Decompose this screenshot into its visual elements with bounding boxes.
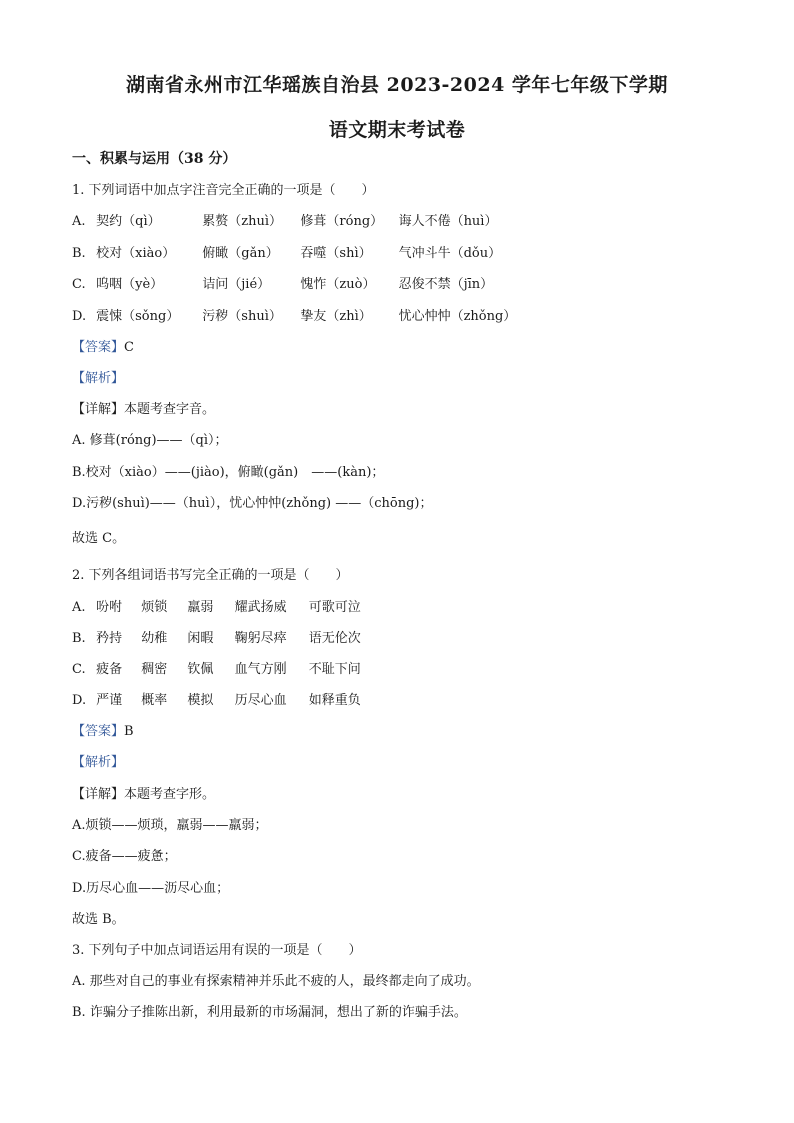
option-item: 矜持 — [96, 631, 123, 646]
question-1-option-b — [72, 246, 501, 262]
option-item: 吞噬（shì） — [300, 246, 372, 261]
option-item: 概率 — [141, 693, 168, 708]
option-item: 校对（xiào） — [96, 246, 176, 261]
option-item: 忧心忡忡（zhǒng） — [398, 309, 517, 324]
question-1-conclusion: 故选 C。 — [72, 531, 126, 546]
option-label: C. — [72, 662, 86, 677]
detail-text: 本题考查字形。 — [124, 787, 216, 802]
question-1-option-c — [72, 277, 493, 293]
answer-tag: 【答案】 — [72, 724, 125, 739]
option-item: 契约（qì） — [96, 214, 161, 229]
option-label: B. — [72, 246, 86, 261]
question-1-answer — [72, 340, 134, 356]
question-3-stem: 3. 下列句子中加点词语运用有误的一项是（ ） — [72, 943, 362, 958]
option-label: C. — [72, 277, 86, 292]
question-1-detail — [72, 402, 215, 418]
answer-tag: 【答案】 — [72, 340, 125, 355]
question-1-analysis — [72, 371, 124, 387]
option-label: A. — [72, 214, 86, 229]
question-1-explanation-line: A. 修葺(róng)——（qì）； — [72, 433, 228, 448]
question-1-explanation-line: B.校对（xiào）——(jiào)，俯瞰(gǎn) ——(kàn)； — [72, 465, 385, 480]
option-item: 累赘（zhuì） — [202, 214, 283, 229]
option-item: 幼稚 — [141, 631, 168, 646]
question-2-detail — [72, 787, 215, 803]
option-item: 忍俊不禁（jīn） — [398, 277, 494, 292]
option-item: 气冲斗牛（dǒu） — [398, 246, 502, 261]
option-item: 闲暇 — [187, 631, 214, 646]
document-subtitle: 语文期末考试卷 — [328, 119, 466, 141]
option-item: 稠密 — [141, 662, 168, 677]
option-label: B. — [72, 631, 86, 646]
question-2-option-a — [72, 600, 361, 616]
answer-value: B — [124, 724, 134, 739]
question-2-answer — [72, 724, 134, 740]
question-1-option-a — [72, 214, 497, 230]
document-title: 湖南省永州市江华瑶族自治县 2023-2024 学年七年级下学期 — [126, 74, 668, 96]
option-item: 诲人不倦（huì） — [398, 214, 498, 229]
option-item: 疲备 — [96, 662, 123, 677]
analysis-tag: 【解析】 — [72, 371, 125, 386]
question-2-stem: 2. 下列各组词语书写完全正确的一项是（ ） — [72, 568, 349, 583]
option-item: 语无伦次 — [308, 631, 361, 646]
question-3-option-b: B. 诈骗分子推陈出新，利用最新的市场漏洞，想出了新的诈骗手法。 — [72, 1005, 467, 1020]
option-item: 挚友（zhì） — [300, 309, 372, 324]
option-item: 鞠躬尽瘁 — [234, 631, 287, 646]
option-item: 可歌可泣 — [308, 600, 361, 615]
option-item: 严谨 — [96, 693, 123, 708]
question-2-option-c — [72, 662, 361, 678]
option-item: 模拟 — [187, 693, 214, 708]
question-2-conclusion: 故选 B。 — [72, 912, 125, 927]
option-item: 愧怍（zuò） — [300, 277, 376, 292]
question-2-option-b — [72, 631, 361, 647]
option-item: 污秽（shuì） — [202, 309, 282, 324]
option-item: 俯瞰（gǎn） — [202, 246, 279, 261]
option-item: 吩咐 — [96, 600, 123, 615]
option-item: 钦佩 — [187, 662, 214, 677]
option-label: D. — [72, 693, 87, 708]
option-item: 血气方刚 — [234, 662, 287, 677]
question-1-option-d — [72, 309, 516, 325]
option-item: 如释重负 — [308, 693, 361, 708]
option-item: 羸弱 — [187, 600, 214, 615]
question-2-analysis — [72, 755, 124, 771]
detail-tag: 【详解】 — [72, 787, 125, 802]
option-label: D. — [72, 309, 87, 324]
question-1-explanation-line: D.污秽(shuì)——（huì），忧心忡忡(zhǒng) ——（chōng)； — [72, 496, 433, 511]
option-item: 修葺（róng） — [300, 214, 384, 229]
question-2-explanation-line: D.历尽心血——沥尽心血； — [72, 881, 230, 896]
answer-value: C — [124, 340, 134, 355]
question-2-explanation-line: C.疲备——疲惫； — [72, 849, 177, 864]
question-1-stem: 1. 下列词语中加点字注音完全正确的一项是（ ） — [72, 183, 375, 198]
option-item: 历尽心血 — [234, 693, 287, 708]
detail-text: 本题考查字音。 — [124, 402, 216, 417]
analysis-tag: 【解析】 — [72, 755, 125, 770]
option-item: 烦锁 — [141, 600, 168, 615]
detail-tag: 【详解】 — [72, 402, 125, 417]
option-item: 震悚（sǒng） — [96, 309, 180, 324]
question-2-option-d — [72, 693, 361, 709]
option-item: 耀武扬威 — [234, 600, 287, 615]
option-item: 呜咽（yè） — [96, 277, 164, 292]
option-item: 诘问（jié） — [202, 277, 271, 292]
section-heading: 一、积累与运用（38 分） — [72, 151, 237, 167]
question-2-explanation-line: A.烦锁——烦琐，羸弱——羸弱； — [72, 818, 268, 833]
question-3-option-a: A. 那些对自己的事业有探索精神并乐此不疲的人，最终都走向了成功。 — [72, 974, 480, 989]
option-item: 不耻下问 — [308, 662, 361, 677]
option-label: A. — [72, 600, 86, 615]
